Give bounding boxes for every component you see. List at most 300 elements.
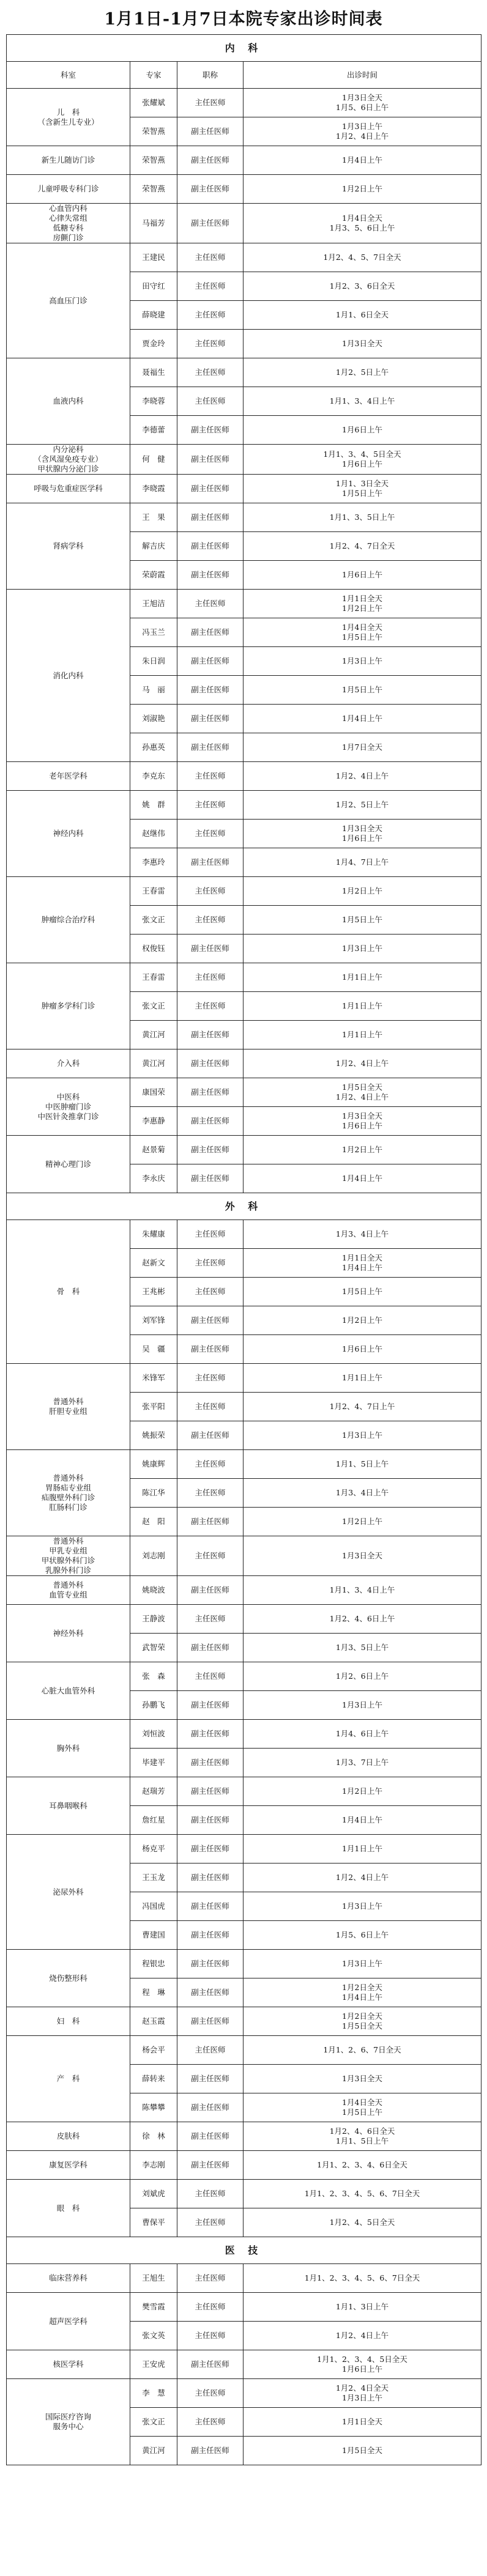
dept-cell (7, 877, 130, 963)
time-cell (244, 532, 481, 561)
table-row (7, 877, 481, 906)
title-cell: 副主任医师 (177, 204, 244, 243)
dept-cell-line: 老年医学科 (49, 771, 87, 780)
title-cell: 副主任医师 (177, 1306, 244, 1335)
dept-cell-line: 中医科 (56, 1092, 80, 1101)
time-cell (244, 503, 481, 532)
dept-cell (7, 1450, 130, 1536)
time-cell-line: 1月1日上午 (342, 972, 382, 982)
title-cell: 主任医师 (177, 1662, 244, 1691)
time-cell (244, 1978, 481, 2007)
dept-cell-line: 临床营养科 (49, 2273, 87, 2282)
doctor-cell: 吴 疆 (130, 1335, 177, 1364)
time-cell (244, 647, 481, 676)
time-cell-line: 1月1、2、3、4、6日全天 (317, 2160, 407, 2169)
table-row (7, 1662, 481, 1691)
dept-cell-line: 服务中心 (53, 2422, 84, 2431)
time-cell-line: 1月2、4日上午 (335, 771, 389, 780)
title-cell: 副主任医师 (177, 1634, 244, 1662)
time-cell (244, 387, 481, 416)
doctor-cell: 马 丽 (130, 676, 177, 705)
dept-cell (7, 1950, 130, 2007)
time-cell (244, 1306, 481, 1335)
dept-cell (7, 146, 130, 175)
title-cell: 副主任医师 (177, 705, 244, 733)
dept-cell-line: 胸外科 (56, 1743, 80, 1753)
dept-cell-line: 烧伤整形科 (49, 1973, 87, 1983)
doctor-cell: 李晓蓉 (130, 387, 177, 416)
time-cell (244, 1107, 481, 1136)
time-cell-line: 1月2、6日上午 (335, 1671, 389, 1681)
time-cell (244, 1536, 481, 1576)
time-cell-line: 1月1、3日上午 (335, 2302, 389, 2311)
title-cell: 副主任医师 (177, 2151, 244, 2180)
doctor-cell: 黄江河 (130, 1049, 177, 1078)
doctor-cell: 武智荣 (130, 1634, 177, 1662)
dept-cell-line: 妇 科 (56, 2016, 80, 2026)
dept-cell-line: 核医学科 (53, 2359, 84, 2369)
table-row (7, 1720, 481, 1749)
dept-cell (7, 1220, 130, 1364)
doctor-cell: 王安虎 (130, 2350, 177, 2379)
title-cell: 副主任医师 (177, 1864, 244, 1892)
doctor-cell: 李惠静 (130, 1107, 177, 1136)
time-cell-line: 1月2、5日上午 (335, 800, 389, 809)
doctor-cell: 朱日润 (130, 647, 177, 676)
schedule-body (7, 35, 481, 2465)
time-cell (244, 1662, 481, 1691)
time-cell (244, 1249, 481, 1278)
title-cell: 主任医师 (177, 906, 244, 935)
dept-cell-line: 普通外科 (53, 1580, 84, 1590)
time-cell-line: 1月4日全天 (342, 2098, 382, 2107)
time-cell (244, 1950, 481, 1978)
time-cell (244, 2180, 481, 2208)
dept-cell (7, 2036, 130, 2122)
time-cell (244, 1892, 481, 1921)
doctor-cell: 赵继伟 (130, 820, 177, 848)
time-cell (244, 272, 481, 301)
section-title: 外 科 (7, 1193, 481, 1220)
table-row (7, 475, 481, 503)
time-cell-line: 1月2日全天 (342, 2012, 382, 2021)
section-row (7, 2237, 481, 2264)
time-cell (244, 117, 481, 146)
section-row (7, 35, 481, 62)
dept-cell-line: 儿童呼吸专科门诊 (37, 184, 99, 193)
dept-cell (7, 2293, 130, 2350)
time-cell-line: 1月1日上午 (342, 1844, 382, 1853)
dept-cell (7, 2122, 130, 2151)
doctor-cell: 荣智燕 (130, 117, 177, 146)
time-cell-line: 1月6日上午 (342, 2364, 382, 2374)
time-cell-line: 1月2、4、6日上午 (329, 1614, 395, 1623)
title-cell: 主任医师 (177, 963, 244, 992)
time-cell-line: 1月3日全天 (342, 1551, 382, 1560)
dept-cell-line: （含风湿免疫专业） (34, 454, 103, 464)
time-cell-line: 1月1、3、4日上午 (329, 1585, 395, 1594)
title-cell: 主任医师 (177, 1536, 244, 1576)
doctor-cell: 程 琳 (130, 1978, 177, 2007)
doctor-cell: 康国荣 (130, 1078, 177, 1107)
time-cell (244, 848, 481, 877)
doctor-cell: 李德蕾 (130, 416, 177, 445)
dept-cell-line: 消化内科 (53, 670, 84, 680)
doctor-cell: 刘恒波 (130, 1720, 177, 1749)
dept-cell-line: 超声医学科 (49, 2316, 87, 2326)
title-cell: 副主任医师 (177, 676, 244, 705)
doctor-cell: 冯玉兰 (130, 618, 177, 647)
doctor-cell: 李克东 (130, 762, 177, 791)
table-row (7, 1950, 481, 1978)
dept-cell-line: （含新生儿专业） (37, 117, 99, 127)
title-cell: 主任医师 (177, 358, 244, 387)
time-cell-line: 1月2、4日上午 (335, 1092, 389, 1101)
dept-cell (7, 445, 130, 475)
table-row (7, 2036, 481, 2065)
time-cell (244, 2437, 481, 2465)
time-cell (244, 445, 481, 475)
doctor-cell: 贾金玲 (130, 330, 177, 358)
dept-cell-line: 肿瘤综合治疗科 (41, 915, 95, 924)
doctor-cell: 刘淑艳 (130, 705, 177, 733)
header-time: 出诊时间 (244, 62, 481, 89)
dept-cell-line: 耳鼻咽喉科 (49, 1801, 87, 1810)
time-cell-line: 1月3日全天 (342, 2074, 382, 2083)
dept-cell-line: 介入科 (56, 1059, 80, 1068)
time-cell-line: 1月2、4日上午 (335, 131, 389, 141)
title-cell: 副主任医师 (177, 2122, 244, 2151)
title-cell: 主任医师 (177, 2379, 244, 2408)
doctor-cell: 刘军锋 (130, 1306, 177, 1335)
title-cell: 副主任医师 (177, 1892, 244, 1921)
time-cell-line: 1月3日上午 (342, 1430, 382, 1440)
doctor-cell: 李永庆 (130, 1164, 177, 1193)
title-cell: 副主任医师 (177, 1107, 244, 1136)
title-cell: 副主任医师 (177, 503, 244, 532)
doctor-cell: 王春雷 (130, 877, 177, 906)
time-cell-line: 1月1、2、3、4、5日全天 (317, 2355, 407, 2364)
time-cell-line: 1月3日上午 (342, 656, 382, 665)
dept-cell-line: 血管专业组 (49, 1590, 87, 1599)
time-cell-line: 1月3日上午 (342, 1901, 382, 1911)
time-cell-line: 1月6日上午 (342, 1121, 382, 1130)
time-cell-line: 1月4日上午 (342, 1263, 382, 1272)
doctor-cell: 薛晓建 (130, 301, 177, 330)
time-cell-line: 1月1日上午 (342, 1030, 382, 1039)
time-cell-line: 1月2、4、7日上午 (329, 1402, 395, 1411)
title-cell: 副主任医师 (177, 1691, 244, 1720)
dept-cell (7, 358, 130, 445)
time-cell-line: 1月3日全天 (342, 824, 382, 833)
title-cell: 主任医师 (177, 2180, 244, 2208)
dept-cell (7, 175, 130, 204)
time-cell (244, 935, 481, 963)
doctor-cell: 黄江河 (130, 2437, 177, 2465)
time-cell-line: 1月2、4日上午 (335, 1059, 389, 1068)
dept-cell (7, 2379, 130, 2465)
doctor-cell: 张 森 (130, 1662, 177, 1691)
table-row (7, 2350, 481, 2379)
dept-cell (7, 89, 130, 146)
title-cell: 副主任医师 (177, 1749, 244, 1777)
doctor-cell: 李 慧 (130, 2379, 177, 2408)
title-cell: 主任医师 (177, 1479, 244, 1508)
time-cell-line: 1月7日全天 (342, 742, 382, 752)
title-cell: 主任医师 (177, 820, 244, 848)
title-cell: 副主任医师 (177, 618, 244, 647)
table-row (7, 1605, 481, 1634)
dept-cell-line: 血液内科 (53, 396, 84, 405)
dept-cell-line: 骨 科 (56, 1287, 80, 1296)
dept-cell-line: 肛肠科门诊 (49, 1503, 87, 1512)
time-cell (244, 590, 481, 618)
time-cell-line: 1月4、6日上午 (335, 1729, 389, 1738)
time-cell-line: 1月5日全天 (342, 2446, 382, 2455)
title-cell: 主任医师 (177, 762, 244, 791)
time-cell (244, 2408, 481, 2437)
doctor-cell: 曹保平 (130, 2208, 177, 2237)
title-cell: 主任医师 (177, 243, 244, 272)
doctor-cell: 赵新文 (130, 1249, 177, 1278)
time-cell-line: 1月5、6日上午 (335, 1930, 389, 1939)
time-cell (244, 2065, 481, 2093)
doctor-cell: 孙鹏飞 (130, 1691, 177, 1720)
title-cell: 主任医师 (177, 330, 244, 358)
time-cell-line: 1月3日全天 (342, 339, 382, 348)
title-cell: 主任医师 (177, 590, 244, 618)
dept-cell (7, 1078, 130, 1136)
time-cell (244, 1605, 481, 1634)
time-cell-line: 1月6日上午 (342, 1344, 382, 1353)
time-cell-line: 1月4、7日上午 (335, 857, 389, 867)
title-cell: 副主任医师 (177, 1049, 244, 1078)
doctor-cell: 王建民 (130, 243, 177, 272)
time-cell (244, 1364, 481, 1393)
title-cell: 主任医师 (177, 2408, 244, 2437)
time-cell-line: 1月5日上午 (342, 2108, 382, 2117)
title-cell: 主任医师 (177, 1364, 244, 1393)
doctor-cell: 赵瑞芳 (130, 1777, 177, 1806)
time-cell-line: 1月1、5日上午 (335, 2136, 389, 2145)
dept-cell-line: 甲乳专业组 (49, 1546, 87, 1555)
table-row (7, 963, 481, 992)
dept-cell-line: 泌尿外科 (53, 1887, 84, 1897)
dept-cell (7, 590, 130, 762)
doctor-cell: 陈攀攀 (130, 2093, 177, 2122)
doctor-cell: 王兆彬 (130, 1278, 177, 1306)
doctor-cell: 王静波 (130, 1605, 177, 1634)
doctor-cell: 黄江河 (130, 1021, 177, 1049)
title-cell: 副主任医师 (177, 1335, 244, 1364)
dept-cell (7, 1777, 130, 1835)
time-cell-line: 1月1、2、3、4、5、6、7日全天 (304, 2273, 420, 2282)
doctor-cell: 张耀斌 (130, 89, 177, 117)
time-cell (244, 2379, 481, 2408)
doctor-cell: 权俊钰 (130, 935, 177, 963)
page-title: 1月1日-1月7日本院专家出诊时间表 (104, 10, 383, 29)
title-cell: 副主任医师 (177, 1835, 244, 1864)
time-cell (244, 762, 481, 791)
time-cell-line: 1月1日上午 (342, 1373, 382, 1382)
dept-cell (7, 243, 130, 358)
doctor-cell: 樊雪霞 (130, 2293, 177, 2322)
title-cell: 副主任医师 (177, 1164, 244, 1193)
time-cell-line: 1月4日上午 (342, 1993, 382, 2002)
title-cell: 副主任医师 (177, 416, 244, 445)
header-doctor: 专家 (130, 62, 177, 89)
time-cell-line: 1月1、3日全天 (335, 479, 389, 488)
time-cell-line: 1月5日上午 (342, 915, 382, 924)
time-cell-line: 1月3日上午 (342, 122, 382, 131)
title-cell: 副主任医师 (177, 733, 244, 762)
table-row (7, 1576, 481, 1605)
time-cell (244, 2208, 481, 2237)
time-cell-line: 1月6日上午 (342, 570, 382, 579)
dept-cell-line: 产 科 (56, 2074, 80, 2083)
title-cell: 副主任医师 (177, 1720, 244, 1749)
dept-cell-line: 胃肠疝专业组 (45, 1483, 91, 1492)
time-cell-line: 1月1、3、4日上午 (329, 396, 395, 405)
header-dept: 科室 (7, 62, 130, 89)
dept-cell-line: 甲状腺外科门诊 (41, 1556, 95, 1565)
dept-cell-line: 眼 科 (56, 2203, 80, 2213)
dept-cell (7, 2180, 130, 2237)
table-row (7, 503, 481, 532)
time-cell-line: 1月1日全天 (342, 594, 382, 603)
time-cell (244, 820, 481, 848)
doctor-cell: 王旭洁 (130, 590, 177, 618)
dept-cell-line: 康复医学科 (49, 2160, 87, 2169)
dept-cell (7, 1136, 130, 1193)
time-cell (244, 1136, 481, 1164)
time-cell (244, 1835, 481, 1864)
time-cell (244, 89, 481, 117)
table-row (7, 1777, 481, 1806)
title-cell: 主任医师 (177, 2322, 244, 2350)
doctor-cell: 田守红 (130, 272, 177, 301)
table-row (7, 1450, 481, 1479)
time-cell-line: 1月1、3、4、5日全天 (323, 450, 401, 459)
time-cell-line: 1月2、4、6日全天 (329, 2126, 395, 2136)
dept-cell-line: 普通外科 (53, 1473, 84, 1482)
time-cell (244, 301, 481, 330)
title-cell: 副主任医师 (177, 2437, 244, 2465)
dept-cell-line: 甲状腺内分泌门诊 (37, 464, 99, 473)
dept-cell (7, 2350, 130, 2379)
dept-cell-line: 肿瘤多学科门诊 (41, 1001, 95, 1010)
doctor-cell: 王春雷 (130, 963, 177, 992)
time-cell-line: 1月3、5、6日上午 (329, 223, 395, 232)
title-cell: 副主任医师 (177, 561, 244, 590)
doctor-cell: 荣智燕 (130, 175, 177, 204)
time-cell-line: 1月4日全天 (342, 213, 382, 223)
doctor-cell: 杨克平 (130, 1835, 177, 1864)
doctor-cell: 姚 群 (130, 791, 177, 820)
dept-cell (7, 1662, 130, 1720)
dept-cell (7, 1835, 130, 1950)
time-cell (244, 2151, 481, 2180)
title-cell: 副主任医师 (177, 146, 244, 175)
time-cell (244, 358, 481, 387)
doctor-cell: 荣智燕 (130, 146, 177, 175)
time-cell (244, 2322, 481, 2350)
time-cell-line: 1月2、4日全天 (335, 2383, 389, 2393)
title-cell: 主任医师 (177, 301, 244, 330)
doctor-cell: 姚晓波 (130, 1576, 177, 1605)
dept-cell-line: 肝胆专业组 (49, 1407, 87, 1416)
doctor-cell: 姚康辉 (130, 1450, 177, 1479)
time-cell (244, 2093, 481, 2122)
doctor-cell: 王 果 (130, 503, 177, 532)
time-cell-line: 1月2日上午 (342, 1517, 382, 1526)
table-row (7, 2264, 481, 2293)
doctor-cell: 赵景菊 (130, 1136, 177, 1164)
title-cell: 副主任医师 (177, 1978, 244, 2007)
title-cell: 主任医师 (177, 1605, 244, 1634)
time-cell-line: 1月2日上午 (342, 604, 382, 613)
title-cell: 主任医师 (177, 2293, 244, 2322)
title-cell: 主任医师 (177, 272, 244, 301)
time-cell-line: 1月6日上午 (342, 425, 382, 434)
dept-cell (7, 791, 130, 877)
dept-cell-line: 神经内科 (53, 829, 84, 838)
dept-cell-line: 中医肿瘤门诊 (45, 1101, 91, 1111)
time-cell-line: 1月3日上午 (342, 1700, 382, 1709)
title-cell: 主任医师 (177, 1220, 244, 1249)
doctor-cell: 张文英 (130, 2322, 177, 2350)
dept-cell-line: 神经外科 (53, 1628, 84, 1638)
time-cell (244, 204, 481, 243)
title-cell: 副主任医师 (177, 1136, 244, 1164)
time-cell-line: 1月2日上午 (342, 184, 382, 193)
dept-cell-line: 心血管内科 (49, 204, 87, 213)
time-cell-line: 1月3、4日上午 (335, 1229, 389, 1238)
table-row (7, 243, 481, 272)
time-cell-line: 1月5日全天 (342, 1083, 382, 1092)
doctor-cell: 马福芳 (130, 204, 177, 243)
header-title: 职称 (177, 62, 244, 89)
title-cell: 主任医师 (177, 1249, 244, 1278)
time-cell-line: 1月5日上午 (342, 1287, 382, 1296)
dept-cell-line: 高血压门诊 (49, 295, 87, 305)
time-cell (244, 733, 481, 762)
table-row (7, 89, 481, 117)
table-row (7, 146, 481, 175)
time-cell-line: 1月2、5日上午 (335, 368, 389, 377)
table-row (7, 2007, 481, 2036)
dept-cell-line: 肾病学科 (53, 541, 84, 550)
title-cell: 主任医师 (177, 791, 244, 820)
time-cell (244, 1078, 481, 1107)
title-cell: 副主任医师 (177, 1806, 244, 1835)
title-cell: 主任医师 (177, 2208, 244, 2237)
time-cell (244, 2264, 481, 2293)
dept-cell (7, 1049, 130, 1078)
time-cell-line: 1月2日上午 (342, 1786, 382, 1796)
time-cell-line: 1月2、4、5、7日全天 (323, 253, 401, 262)
dept-cell-line: 普通外科 (53, 1536, 84, 1545)
doctor-cell: 李惠玲 (130, 848, 177, 877)
time-cell-line: 1月2日上午 (342, 886, 382, 895)
doctor-cell: 刘斌虎 (130, 2180, 177, 2208)
dept-cell-line: 内分泌科 (53, 445, 84, 454)
time-cell-line: 1月2日上午 (342, 1145, 382, 1154)
time-cell (244, 2036, 481, 2065)
time-cell (244, 2293, 481, 2322)
doctor-cell: 王玉龙 (130, 1864, 177, 1892)
time-cell (244, 1777, 481, 1806)
